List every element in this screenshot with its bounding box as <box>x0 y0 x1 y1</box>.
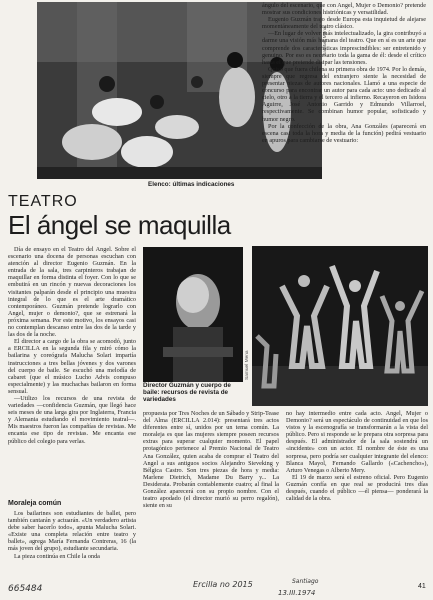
photo-director <box>143 247 243 382</box>
middle-column-text <box>143 410 279 509</box>
left-column-text <box>8 246 136 445</box>
handwritten-archive-number: 665484 <box>8 584 43 594</box>
headline: El ángel se maquilla <box>8 210 231 240</box>
paragraph: Por la confección de la obra, Ana Gonzáles (aparecerá en escena casi toda la hora y media de la función) pedirá vestuario en apuros para cambiarse de vestuario: <box>262 122 426 144</box>
handwritten-city: Santiago <box>292 578 319 585</box>
subhead-moraleja: Moraleja común <box>8 500 62 507</box>
photo-mid-caption: Director Guzmán y cuerpo de baile: recursos de revista de variedades <box>143 382 231 404</box>
paragraph: Eugenio Guzmán trajo desde Europa esta inquietud de alejarse momentáneamente del teatro clásico. <box>262 16 426 31</box>
paragraph: no hay intermedio entre cada acto. Angel, Mujer o Demonio? será un espectáculo de continuidad en que los vistos y la escenografía se transformarán a la vista del público. Pero si responde se le prepara otra sorpresa para después. El administrador de la sala sostendrá un «incidente» con un actor. El nombre de éste es una sorpresa, pero podría ser cualquier integrante del elenco: Blanca Mayol, Fernando Gallardo («Cachencho»), Arturo Venegas o Alberto Mery. <box>286 410 428 474</box>
paragraph: Día de ensayo en el Teatro del Angel. Sobre el escenario una docena de personas escuchan con atención al director Eugenio Guzmán. En la entrada de la sala, tres carpinteros trabajan de maquillar en forma distinta el foyer. Con lo que se embutirá en un rincón y nuevas decoraciones los visitantes palparán desde el principio una muestra integral de lo que es el arte dramático contemporáneo. Guzmán pretende lograrlo con Angel, mujer o demonio?, que se estrenará la próxima semana. Por este motivo, los ensayos casi no contemplan descanso entre las dos de la tarde y las dos de la noche. <box>8 246 136 339</box>
right-column-bottom-text <box>286 410 428 502</box>
paragraph: Quiso que fuera chilena su primera obra de 1974. Por lo demás, siempre que regresa del extranjero siente la necesidad de presentar piezas de autores nacionales. Llamó a una especie de concurso para encontrar un autor para cada acto: uno dedicado al cielo, otro a la tierra y el tercero al infierno. Recayeron en Isidora Aguirre, José Antonio Garrido y Edmundo Villarroel, respectivamente. Se combinan humor popular, sofisticado y humor negro. <box>262 65 426 123</box>
handwritten-issue: Ercilla no 2015 <box>193 580 253 589</box>
paragraph: Los bailarines son estudiantes de ballet, pero también cantarán y actuarán. «Un verdadero artista debe saber hacerlo todo», apunta Malucha Solari. «Existe una completa relación entre teatro y ballet», agrega María Fernanda Contreras, 16 (la más joven del grupo), estudiante secundaria. <box>8 510 136 553</box>
paragraph: La pieza continúa en Chile la onda <box>14 552 100 560</box>
section-label: TEATRO <box>8 193 78 210</box>
left-column-bottom-text <box>8 510 136 560</box>
right-column-top-text <box>262 2 426 144</box>
paragraph: El 19 de marzo será el estreno oficial. Pero Eugenio Guzmán confía en que real se producirá tres días después, cuando el público —él piensa— ponderará la calidad de la obra. <box>286 473 428 503</box>
top-photo-caption: Elenco: últimas indicaciones <box>148 181 235 188</box>
photo-credit-mid: Samuel Mena <box>245 350 250 380</box>
paragraph: El director a cargo de la obra se acomodó, junto a ERCILLA en la segunda fila y miró cómo la bailarina y coreógrafa Malucha Solari impartía instrucciones a tres bellas jóvenes y dos varones del cuerpo de baile. Se escuchó una melodía de cabaret (que el músico Lucho Advis compuso especialmente) y las muchachas bailaron en forma sensual. <box>8 338 136 395</box>
paragraph: propuesta por Tres Noches de un Sábado y Strip-Tease del Alma (ERCILLA 2.014): presentará tres actos diferentes entre sí, unidos por un tema común. La moraleja es que las mujeres siempre poseen recursos extras para superar cualquier momento. El papel protagónico pertenece al Premio Nacional de Teatro Ana González, quien acaba de comprar el Teatro del Angel a sus antiguos socios Alejandro Sieveking y Bélgica Castro. Son tres piezas de hora y media: Marlene Dietrich, Madame Du Barry y... La Desiderata. Probarán contablemente cuatro; al final la González aparecerá con su propio nombre. Con el teatro apodado (el director murió su perro regalón), siente en su <box>143 410 279 510</box>
photo-credit-top: Samuel Mena <box>323 26 328 56</box>
paragraph: —Utilizo los recursos de una revista de variedades —confidencia Guzmán, que llegó hace seis meses de una larga gira por Inglaterra, Francia y Alemania estudiando el movimiento teatral—. Mis maestros fueron las compañías de revistas. Me encanta ese tipo de revistas. Me encanta ese público del colegio para verlas. <box>8 394 136 445</box>
page-number: 41 <box>418 583 426 590</box>
paragraph: —En lugar de volver más intelectualizado, la gira contribuyó a darme una visión más humana del teatro. Que en sí es un arte que comprende dos características imprescindibles: ser entretenido y genuino. Por eso es necesario toda la gama de él: desde el crítico hasta el que pretende disipar las tensiones. <box>262 30 426 66</box>
paragraph: ángulo del escenario, que con Angel, Mujer o Demonio? pretende mostrar sus condiciones histriónicas y versatilidad. <box>262 2 426 17</box>
handwritten-date: 13.III.1974 <box>278 589 316 597</box>
photo-dancers <box>252 246 428 406</box>
